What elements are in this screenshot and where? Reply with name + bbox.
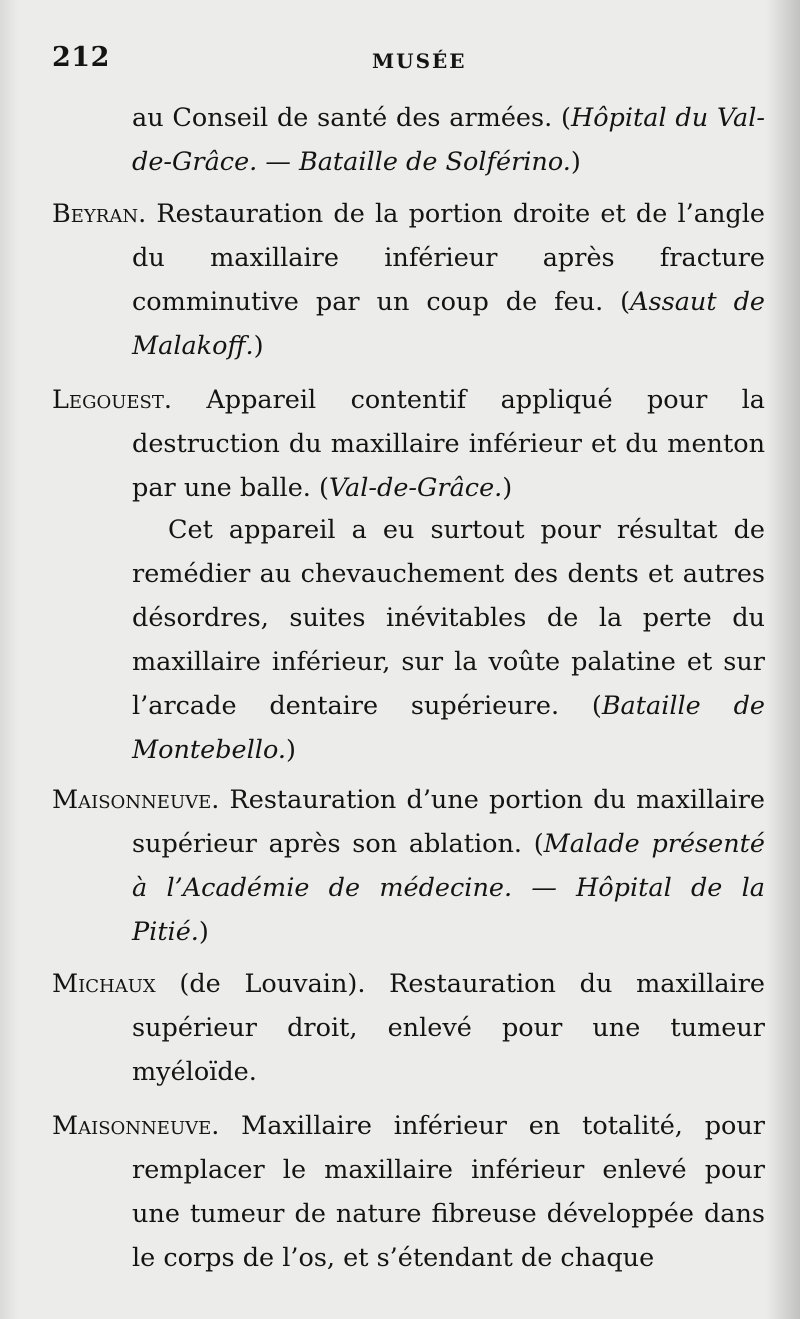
entry-beyran [52, 192, 765, 368]
running-head: MUSÉE [372, 49, 467, 73]
entry-michaux [52, 962, 765, 1094]
entry-author: Legouest [52, 385, 164, 415]
entry-author: Maisonneuve [52, 785, 212, 815]
entry-author: Michaux [52, 969, 156, 999]
entry-location: Malade présenté à l’Académie de médecine. — Hôpital de la Pitié. [132, 829, 765, 947]
entry-close: ) [253, 331, 264, 361]
entry-text: au Conseil de santé des armées. ( [132, 103, 571, 133]
entry-location: Val-de-Grâce. [328, 473, 503, 503]
entry-legouest [52, 378, 765, 510]
page-number: 212 [52, 42, 110, 73]
page-gutter-shadow [0, 0, 18, 1319]
entry-text: . Restauration de la portion droite et de l’angle du maxillaire inférieur après fracture comminutive par un coup de feu. ( [132, 199, 765, 317]
entry-author: Beyran [52, 199, 139, 229]
entry-close: ) [285, 735, 296, 765]
entry-text: . Appareil contentif appliqué pour la destruction du maxillaire inférieur et du menton par une balle. ( [132, 385, 765, 503]
page-edge-shadow [766, 0, 800, 1319]
entry-text: Cet appareil a eu surtout pour résultat de remédier au chevauchement des dents et autres désordres, suites inévitables de la perte du maxillaire inférieur, sur la voûte palatine et sur l’arcade dentaire supérieure. ( [132, 515, 765, 721]
entry-location: Assaut de Malakoff. [132, 287, 765, 361]
entry-location: Bataille de Montebello. [132, 691, 765, 765]
entry-author: Maisonneuve [52, 1111, 212, 1141]
entry-maisonneuve-2 [52, 1104, 765, 1280]
entry-maisonneuve-1 [52, 778, 765, 954]
entry-legouest-note [52, 508, 765, 772]
entry-close: ) [502, 473, 513, 503]
entry-close: ) [570, 147, 581, 177]
entry-text: (de Louvain). Restauration du maxillaire supérieur droit, enlevé pour une tumeur myéloïde. [132, 969, 765, 1087]
entry-location: Hôpital du Val-de-Grâce. — Bataille de Solférino. [132, 103, 765, 177]
entry-text: . Maxillaire inférieur en totalité, pour remplacer le maxillaire inférieur enlevé pour une tumeur de nature fibreuse développée dans le corps de l’os, et s’étendant de chaque [132, 1111, 765, 1273]
entry-close: ) [198, 917, 209, 947]
entry-continuation [52, 96, 765, 184]
page-header [52, 42, 760, 82]
entry-text: . Restauration d’une portion du maxillaire supérieur après son ablation. ( [132, 785, 765, 859]
